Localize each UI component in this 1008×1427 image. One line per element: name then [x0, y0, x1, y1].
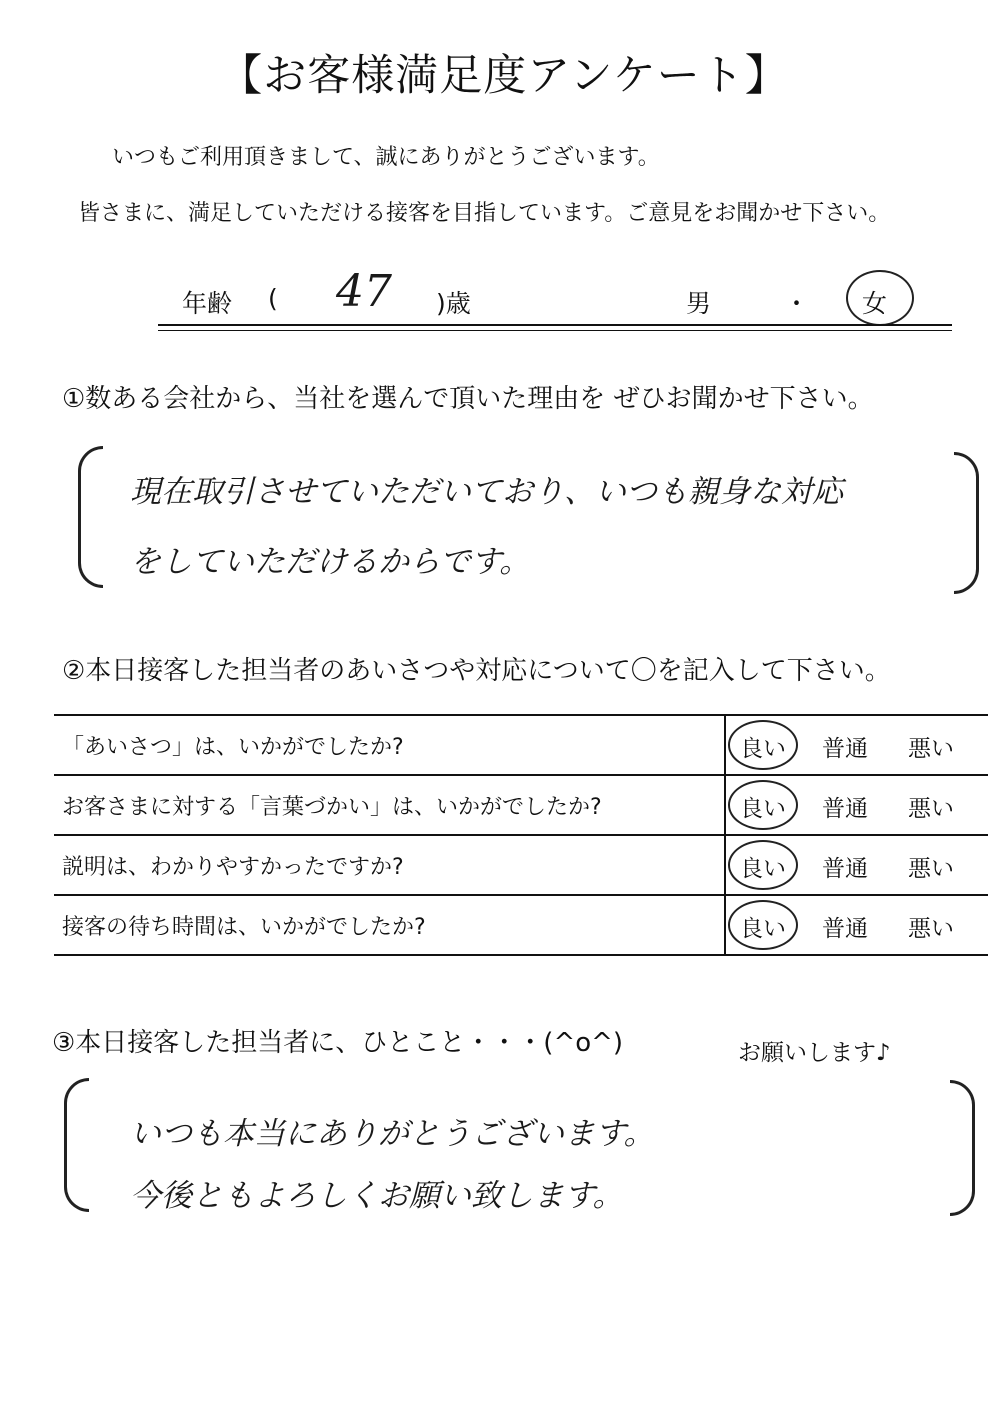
option-bad[interactable]: 悪い	[908, 856, 954, 882]
q1-bracket-left	[78, 446, 103, 588]
option-bad[interactable]: 悪い	[908, 736, 954, 762]
q2-label: ②本日接客した担当者のあいさつや対応について〇を記入して下さい。	[62, 656, 891, 686]
option-average[interactable]: 普通	[822, 796, 868, 822]
rating-question: 接客の待ち時間は、いかがでしたか?	[54, 895, 725, 955]
age-label: 年齢	[182, 289, 233, 318]
q3-bracket-right	[950, 1080, 975, 1216]
table-row	[54, 835, 988, 895]
q1-answer-line-1: 現在取引させていただいており、いつも親身な対応	[130, 474, 843, 510]
intro-line-1: いつもご利用頂きまして、誠にありがとうございます。	[112, 145, 660, 170]
table-row	[54, 715, 988, 775]
q3-label: ③本日接客した担当者に、ひとこと・・・(^o^)	[52, 1028, 624, 1058]
option-average[interactable]: 普通	[822, 916, 868, 942]
rating-table	[54, 714, 988, 956]
intro-line-2: 皆さまに、満足していただける接客を目指しています。ご意見をお聞かせ下さい。	[78, 201, 891, 226]
page-title: 【お客様満足度アンケート】	[219, 51, 789, 101]
age-close-label: )歳	[436, 289, 471, 318]
option-good[interactable]: 良い	[740, 856, 786, 882]
q3-bracket-left	[64, 1078, 89, 1212]
q1-label: ①数ある会社から、当社を選んで頂いた理由を ぜひお聞かせ下さい。	[62, 384, 874, 414]
table-row	[54, 895, 988, 955]
rating-options	[725, 775, 988, 835]
respondent-underline-2	[158, 330, 952, 331]
rating-question: お客さまに対する「言葉づかい」は、いかがでしたか?	[54, 775, 725, 835]
option-good[interactable]: 良い	[740, 736, 786, 762]
option-good[interactable]: 良い	[740, 796, 786, 822]
age-value: 47	[336, 266, 392, 317]
age-open-paren: (	[268, 284, 278, 313]
rating-question: 説明は、わかりやすかったですか?	[54, 835, 725, 895]
sex-separator: ・	[784, 289, 810, 318]
rating-options	[725, 895, 988, 955]
q3-request: お願いします♪	[738, 1040, 891, 1066]
rating-question: 「あいさつ」は、いかがでしたか?	[54, 715, 725, 775]
sex-selection-circle	[846, 270, 914, 326]
q3-answer-line-1: いつも本当にありがとうございます。	[130, 1116, 655, 1152]
table-row	[54, 775, 988, 835]
option-bad[interactable]: 悪い	[908, 916, 954, 942]
option-average[interactable]: 普通	[822, 736, 868, 762]
respondent-underline	[158, 324, 952, 326]
option-good[interactable]: 良い	[740, 916, 786, 942]
sex-female-option: 女	[862, 289, 888, 318]
option-average[interactable]: 普通	[822, 856, 868, 882]
rating-options	[725, 715, 988, 775]
q1-answer-line-2: をしていただけるからです。	[130, 544, 531, 580]
q1-bracket-right	[954, 452, 979, 594]
rating-options	[725, 835, 988, 895]
q3-answer-line-2: 今後ともよろしくお願い致します。	[130, 1178, 624, 1214]
option-bad[interactable]: 悪い	[908, 796, 954, 822]
sex-male-option: 男	[686, 289, 712, 318]
